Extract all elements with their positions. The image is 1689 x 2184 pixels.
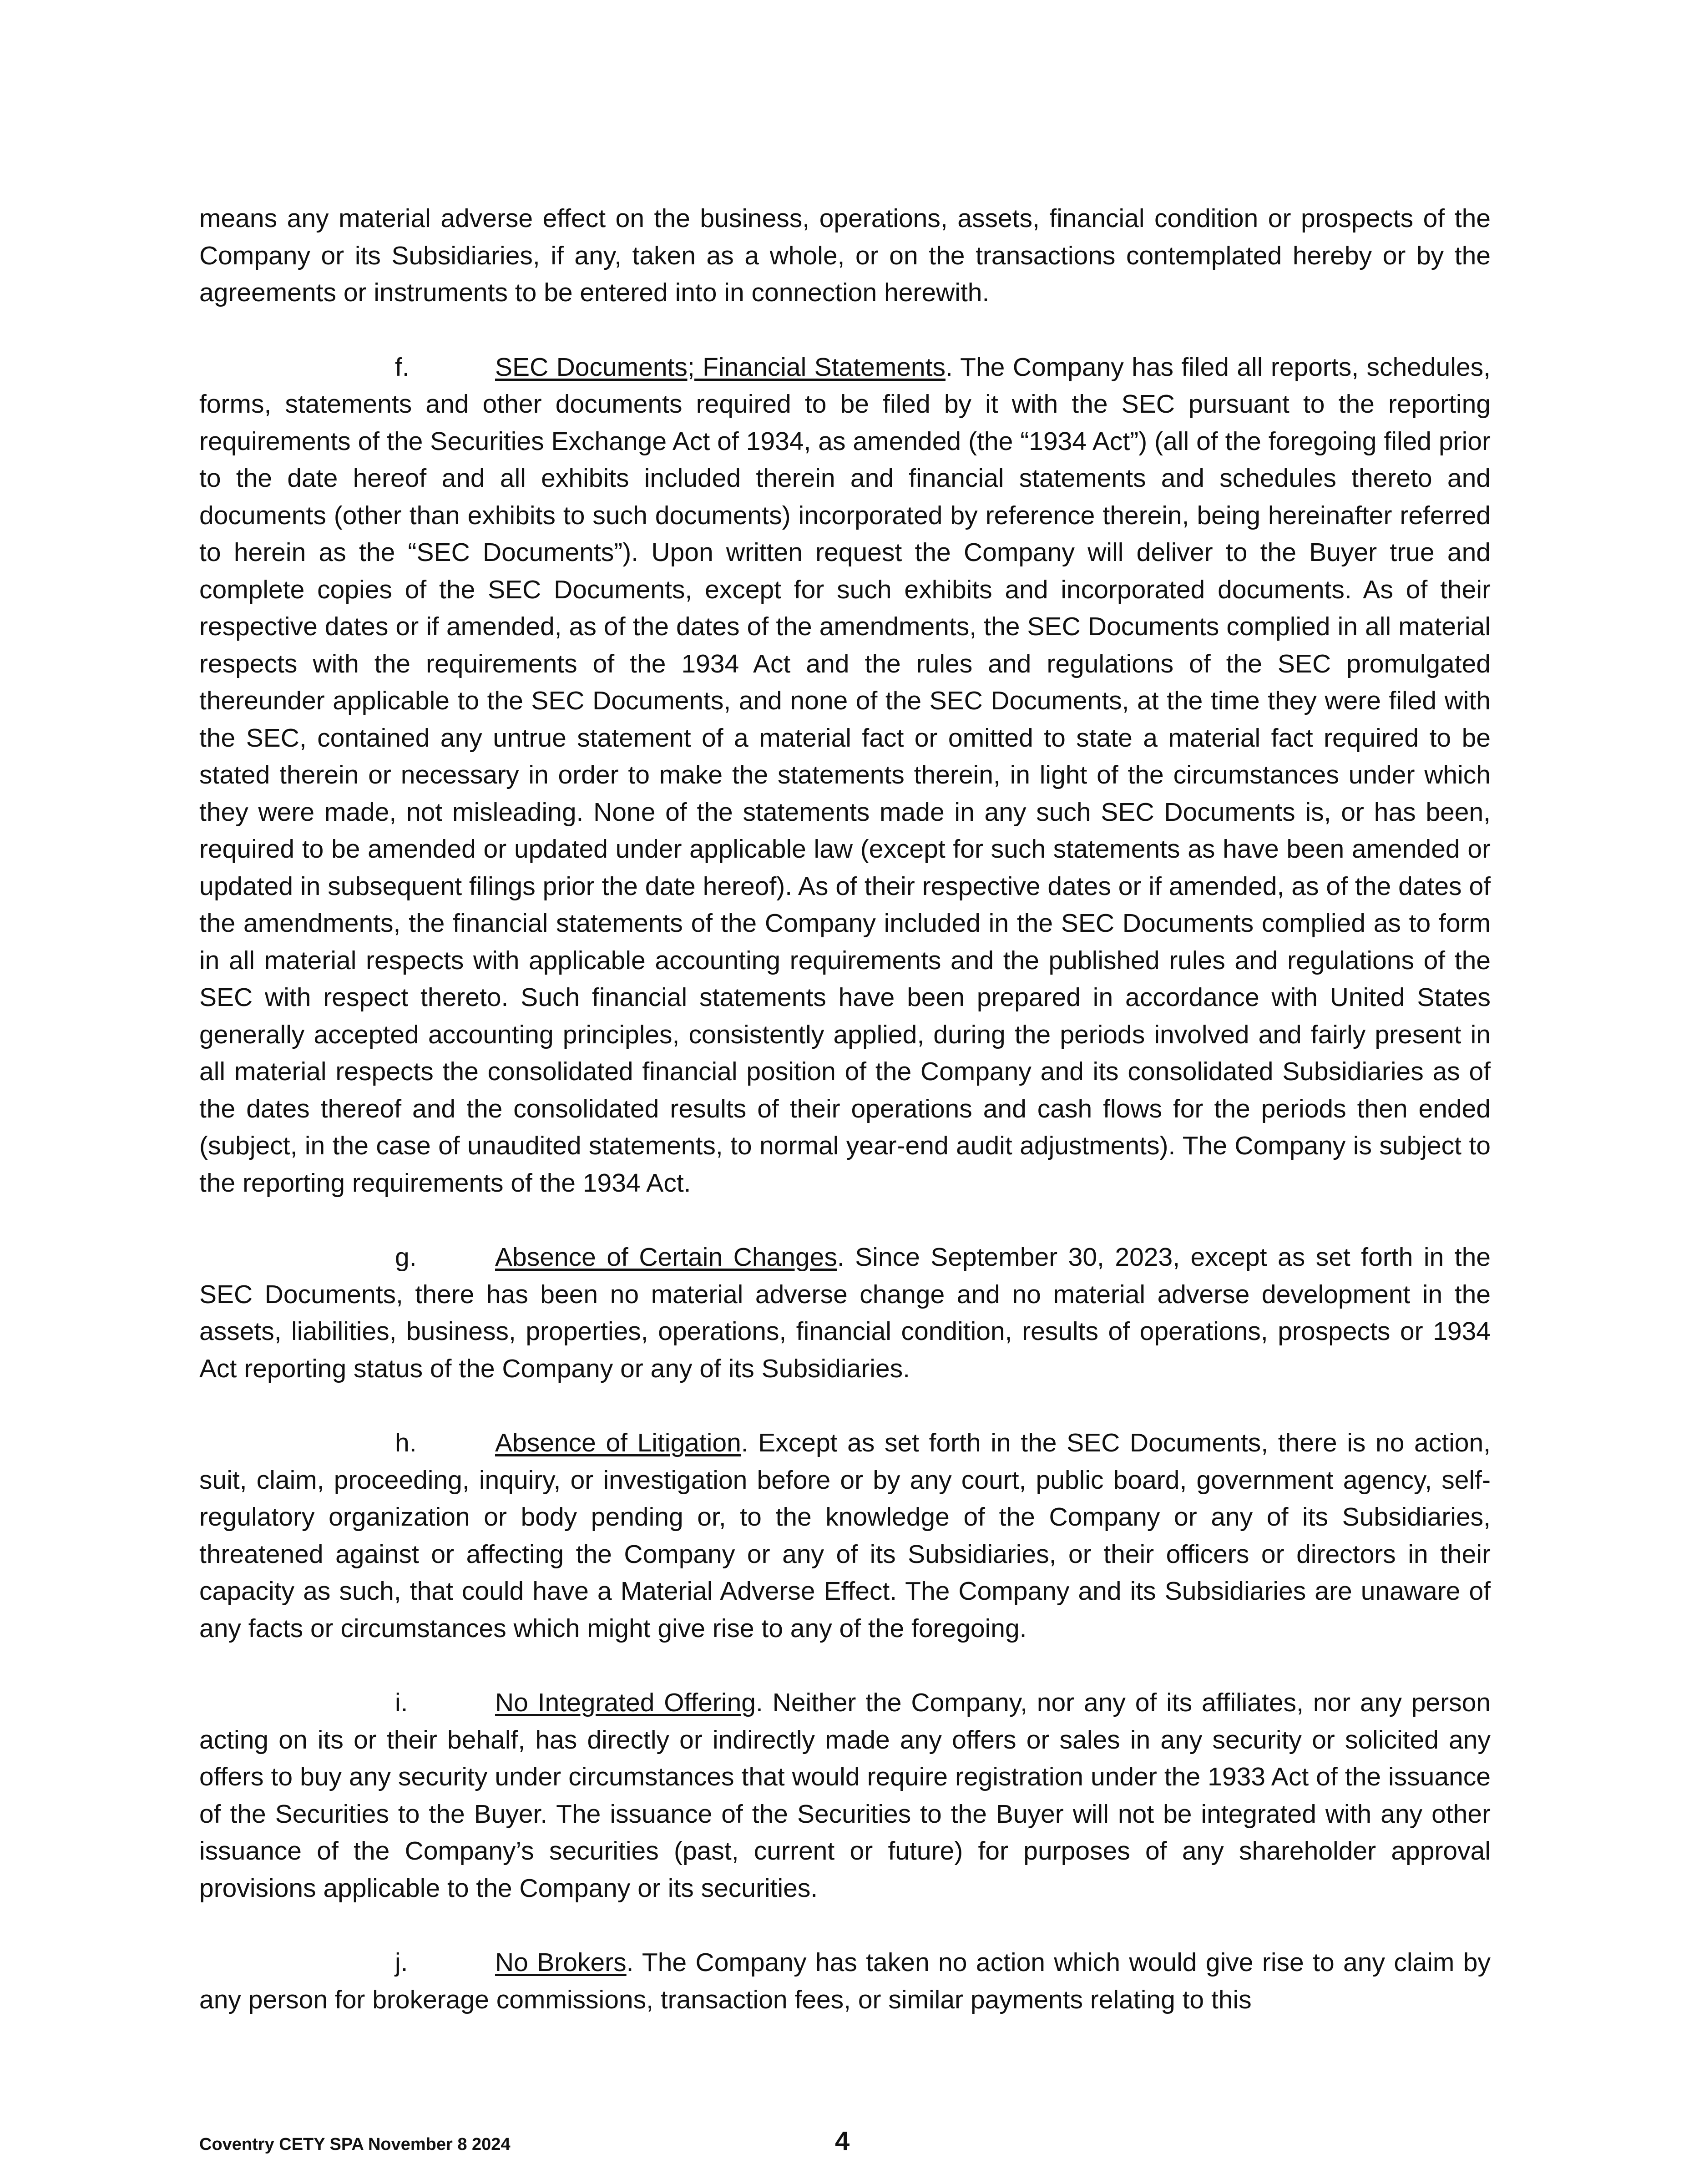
section-marker: h.: [395, 1428, 417, 1457]
section-heading: Absence of Litigation: [495, 1428, 741, 1457]
section-heading: Absence of Certain Changes: [495, 1243, 837, 1272]
section-h: [199, 1425, 1491, 1647]
section-marker: g.: [395, 1243, 417, 1272]
section-heading: No Integrated Offering: [495, 1688, 756, 1717]
intro-paragraph: means any material adverse effect on the business, operations, assets, financial condition or prospects of the Company or its Subsidiaries, if any, taken as a whole, or on the transactions contemplated hereby or by the agreements or instruments to be entered into in connection herewith.: [199, 204, 1491, 307]
document-body: [199, 200, 1491, 2056]
section-marker: i.: [395, 1688, 408, 1717]
section-heading: No Brokers: [495, 1948, 627, 1977]
section-marker: j.: [395, 1948, 408, 1977]
section-text: . The Company has filed all reports, schedules, forms, statements and other documents required to be filed by it with the SEC pursuant to the reporting requirements of the Securities Exchange Act of 1934, as amended (the “1934 Act”) (all of the foregoing filed prior to the date hereof and all exhibits included therein and financial statements and schedules thereto and documents (other than exhibits to such documents) incorporated by reference therein, being hereinafter referred to herein as the “SEC Documents”). Upon written request the Company will deliver to the Buyer true and complete copies of the SEC Documents, except for such exhibits and incorporated documents. As of their respective dates or if amended, as of the dates of the amendments, the SEC Documents complied in all material respects with the requirements of the 1934 Act and the rules and regulations of the SEC promulgated thereunder applicable to the SEC Documents, and none of the SEC Documents, at the time they were filed with the SEC, contained any untrue statement of a material fact or omitted to state a material fact required to be stated therein or necessary in order to make the statements therein, in light of the circumstances under which they were made, not misleading. None of the statements made in any such SEC Documents is, or has been, required to be amended or updated under applicable law (except for such statements as have been amended or updated in subsequent filings prior the date hereof). As of their respective dates or if amended, as of the dates of the amendments, the financial statements of the Company included in the SEC Documents complied as to form in all material respects with applicable accounting requirements and the published rules and regulations of the SEC with respect thereto. Such financial statements have been prepared in accordance with United States generally accepted accounting principles, consistently applied, during the periods involved and fairly present in all material respects the consolidated financial position of the Company and its consolidated Subsidiaries as of the dates thereof and the consolidated results of their operations and cash flows for the periods then ended (subject, in the case of unaudited statements, to normal year-end audit adjustments). The Company is subject to the reporting requirements of the 1934 Act.: [199, 352, 1491, 1198]
section-text: . The Company has taken no action which would give rise to any claim by any person for brokerage commissions, transaction fees, or similar payments relating to this: [199, 1948, 1491, 2014]
section-j: [199, 1944, 1491, 2018]
section-text: . Neither the Company, nor any of its affiliates, nor any person acting on its or their behalf, has directly or indirectly made any offers or sales in any security or solicited any offers to buy any security under circumstances that would require registration under the 1933 Act of the issuance of the Securities to the Buyer. The issuance of the Securities to the Buyer will not be integrated with any other issuance of the Company’s securities (past, current or future) for purposes of any shareholder approval provisions applicable to the Company or its securities.: [199, 1688, 1491, 1903]
section-marker: f.: [395, 352, 410, 382]
section-text: . Since September 30, 2023, except as set forth in the SEC Documents, there has been no material adverse change and no material adverse development in the assets, liabilities, business, properties, operations, financial condition, results of operations, prospects or 1934 Act reporting status of the Company or any of its Subsidiaries.: [199, 1243, 1491, 1383]
section-f: [199, 349, 1491, 1202]
section-g: [199, 1239, 1491, 1387]
page-number: 4: [835, 2126, 850, 2156]
section-i: [199, 1684, 1491, 1907]
section-heading: SEC Documents; Financial Statements: [495, 352, 946, 382]
section-text: . Except as set forth in the SEC Documents, there is no action, suit, claim, proceeding, inquiry, or investigation before or by any court, public board, government agency, self-regulatory organization or body pending or, to the knowledge of the Company or any of its Subsidiaries, threatened against or affecting the Company or any of its Subsidiaries, or their officers or directors in their capacity as such, that could have a Material Adverse Effect. The Company and its Subsidiaries are unaware of any facts or circumstances which might give rise to any of the foregoing.: [199, 1428, 1491, 1643]
footer-document-label: Coventry CETY SPA November 8 2024: [199, 2135, 511, 2154]
